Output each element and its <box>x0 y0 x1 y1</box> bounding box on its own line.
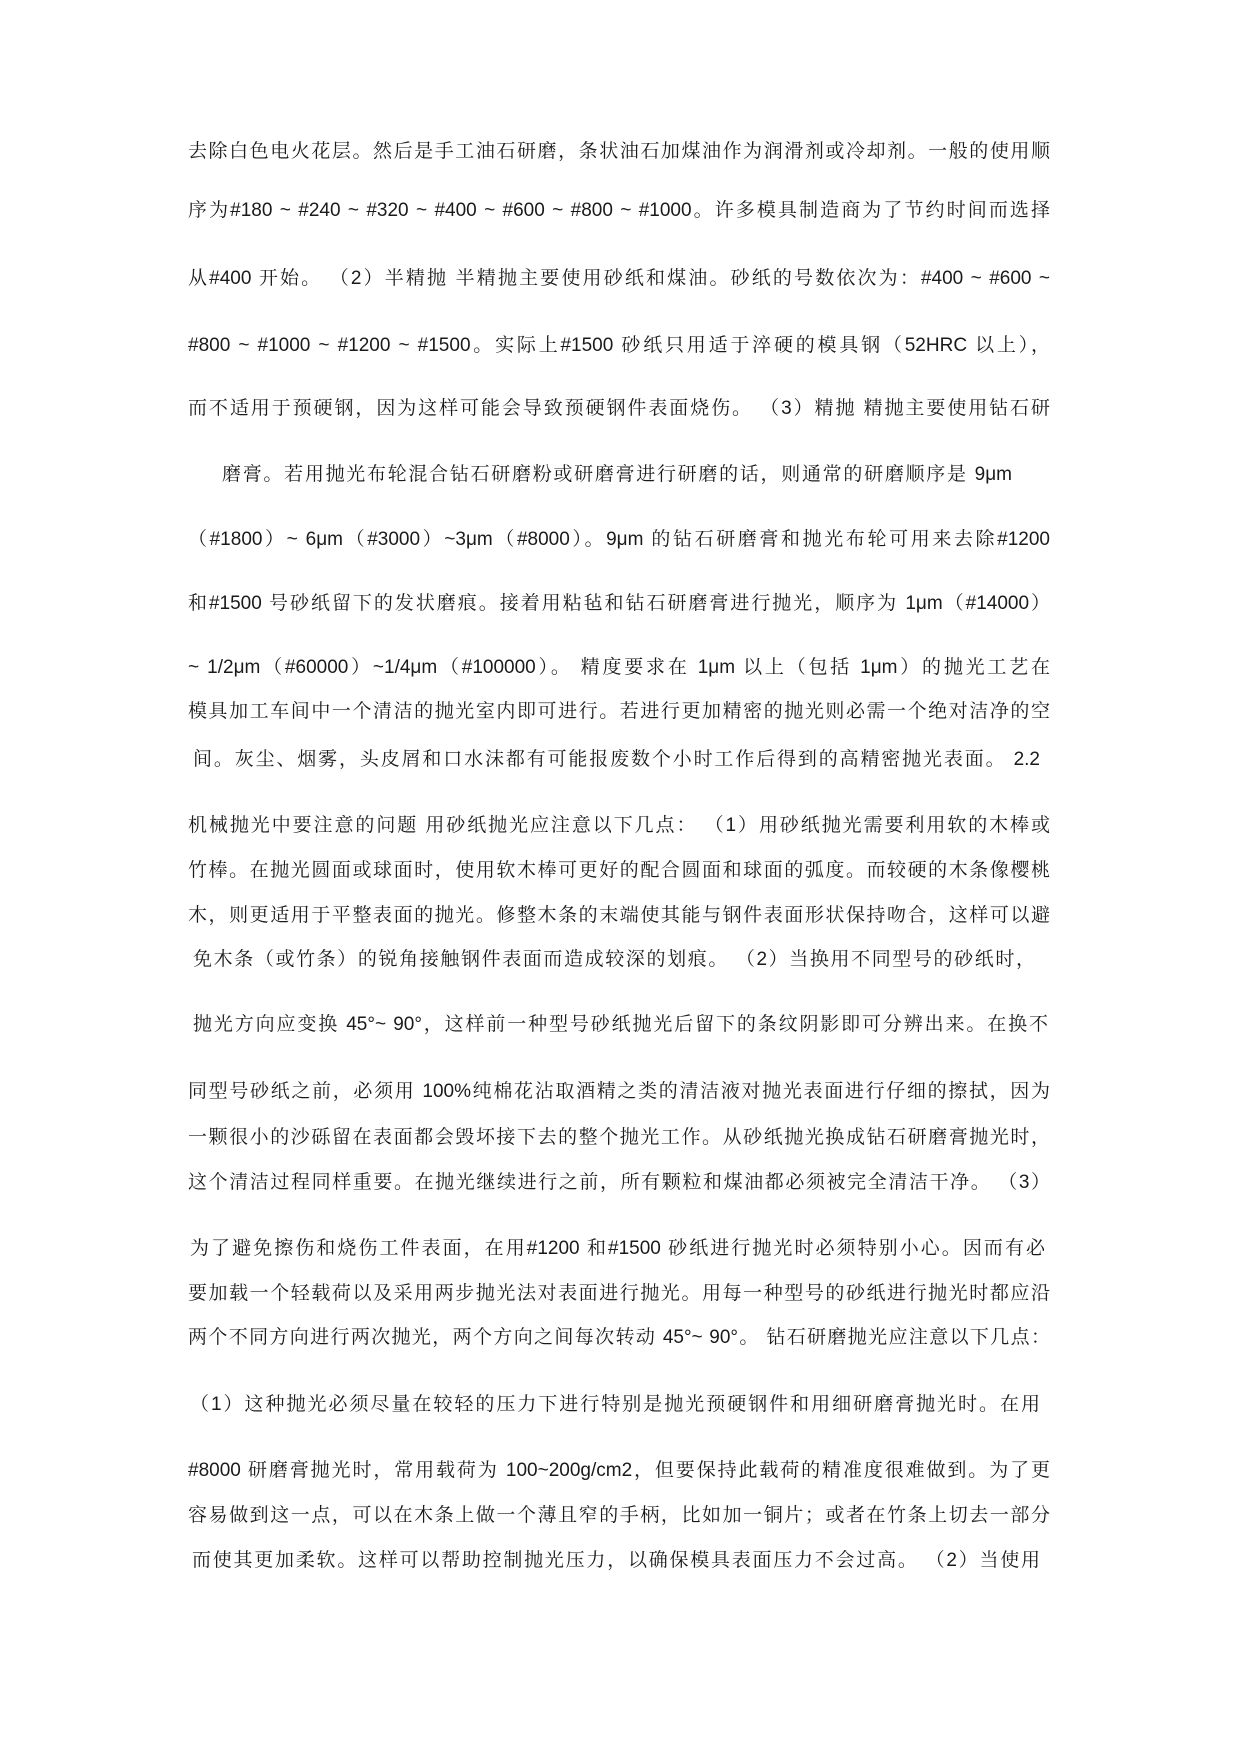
text-line: 木，则更适用于平整表面的抛光。修整木条的末端使其能与钢件表面形状保持吻合，这样可以避 <box>188 905 1050 926</box>
text-line: （#1800）~ 6μm（#3000）~3μm（#8000）。9μm 的钻石研磨膏和抛光布轮可用来去除#1200 <box>188 529 1050 550</box>
text-line: 同型号砂纸之前，必须用 100%纯棉花沾取酒精之类的清洁液对抛光表面进行仔细的擦拭，因为 <box>188 1081 1050 1102</box>
text-line: 而不适用于预硬钢，因为这样可能会导致预硬钢件表面烧伤。 （3）精抛 精抛主要使用钻石研 <box>188 398 1050 419</box>
text-line: 模具加工车间中一个清洁的抛光室内即可进行。若进行更加精密的抛光则必需一个绝对洁净的空 <box>188 701 1050 722</box>
text-line: 容易做到这一点，可以在木条上做一个薄且窄的手柄，比如加一铜片；或者在竹条上切去一部分 <box>188 1505 1050 1526</box>
text-line: 一颗很小的沙砾留在表面都会毁坏接下去的整个抛光工作。从砂纸抛光换成钻石研磨膏抛光时， <box>188 1127 1050 1148</box>
text-line: 为了避免擦伤和烧伤工件表面，在用#1200 和#1500 砂纸进行抛光时必须特别小心。因而有必 <box>190 1238 1045 1259</box>
text-line: 免木条（或竹条）的锐角接触钢件表面而造成较深的划痕。 （2）当换用不同型号的砂纸时， <box>193 949 1035 970</box>
text-line: 抛光方向应变换 45°~ 90°，这样前一种型号砂纸抛光后留下的条纹阴影即可分辨出来。在换不 <box>193 1014 1048 1035</box>
text-line: 和#1500 号砂纸留下的发状磨痕。接着用粘毡和钻石研磨膏进行抛光，顺序为 1μm（#14000） <box>188 593 1050 614</box>
text-line: 磨膏。若用抛光布轮混合钻石研磨粉或研磨膏进行研磨的话，则通常的研磨顺序是 9μm <box>222 464 1012 485</box>
text-line: 间。灰尘、烟雾，头皮屑和口水沫都有可能报废数个小时工作后得到的高精密抛光表面。 2.2 <box>193 749 1040 770</box>
text-line: 机械抛光中要注意的问题 用砂纸抛光应注意以下几点： （1）用砂纸抛光需要利用软的木棒或 <box>188 815 1050 836</box>
text-line: #8000 研磨膏抛光时，常用载荷为 100~200g/cm2，但要保持此载荷的精准度很难做到。为了更 <box>188 1460 1050 1481</box>
text-line: 去除白色电火花层。然后是手工油石研磨，条状油石加煤油作为润滑剂或冷却剂。一般的使用顺 <box>188 141 1050 162</box>
text-line: ~ 1/2μm（#60000）~1/4μm（#100000）。 精度要求在 1μm 以上（包括 1μm）的抛光工艺在 <box>188 657 1050 678</box>
text-line: 从#400 开始。 （2）半精抛 半精抛主要使用砂纸和煤油。砂纸的号数依次为：#400 ~ #600 ~ <box>188 268 1050 289</box>
text-line: 序为#180 ~ #240 ~ #320 ~ #400 ~ #600 ~ #800 ~ #1000。许多模具制造商为了节约时间而选择 <box>188 200 1050 221</box>
text-line: 这个清洁过程同样重要。在抛光继续进行之前，所有颗粒和煤油都必须被完全清洁干净。 （3） <box>188 1172 1050 1193</box>
text-line: 而使其更加柔软。这样可以帮助控制抛光压力，以确保模具表面压力不会过高。 （2）当使用 <box>192 1550 1040 1571</box>
text-line: 要加载一个轻载荷以及采用两步抛光法对表面进行抛光。用每一种型号的砂纸进行抛光时都应沿 <box>188 1283 1050 1304</box>
text-line: （1）这种抛光必须尽量在较轻的压力下进行特别是抛光预硬钢件和用细研磨膏抛光时。在用 <box>190 1394 1040 1415</box>
text-line: 两个不同方向进行两次抛光，两个方向之间每次转动 45°~ 90°。 钻石研磨抛光应注意以下几点： <box>188 1327 1050 1348</box>
text-line: 竹棒。在抛光圆面或球面时，使用软木棒可更好的配合圆面和球面的弧度。而较硬的木条像樱桃 <box>188 860 1050 881</box>
text-line: #800 ~ #1000 ~ #1200 ~ #1500。实际上#1500 砂纸只用适于淬硬的模具钢（52HRC 以上）， <box>188 335 1050 356</box>
